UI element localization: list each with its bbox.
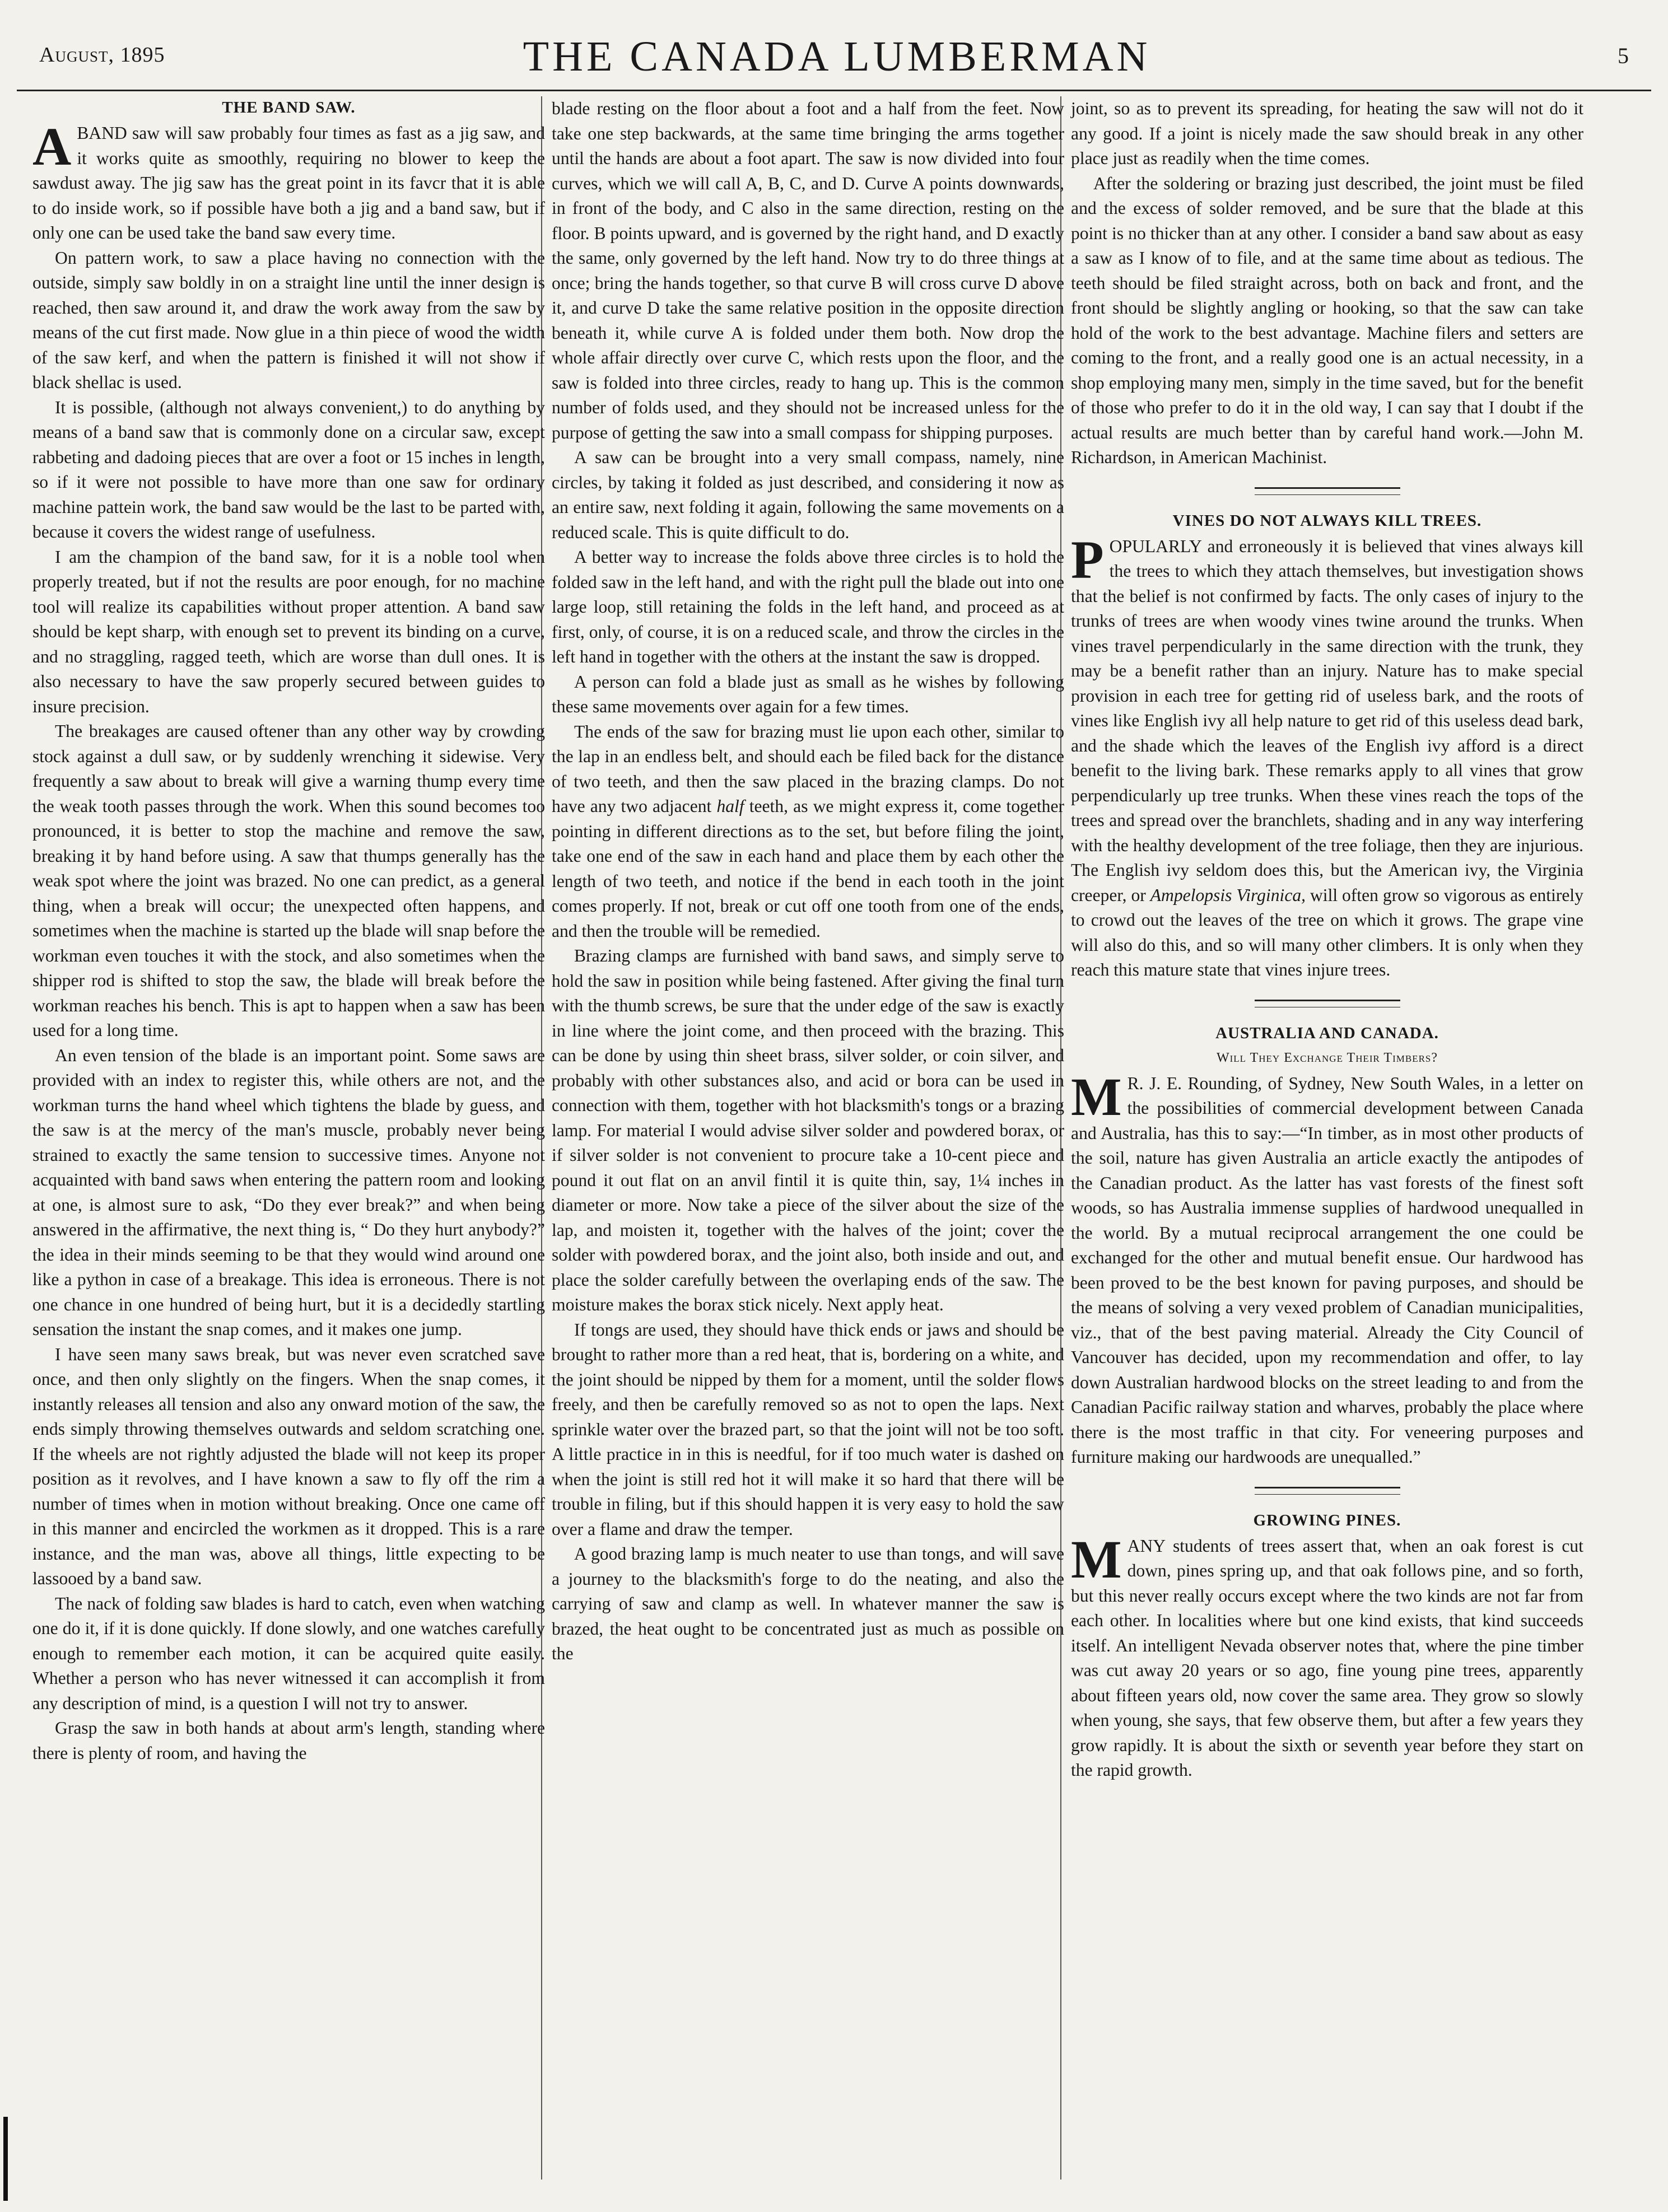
section-divider: [1255, 487, 1400, 495]
drop-cap: M: [1071, 1066, 1122, 1127]
article-paragraph: If tongs are used, they should have thick ends or jaws and should be brought to rather more than a red heat, that is, bordering on a white, and the joint should be nipped by them for a moment, until the solder flows freely, and then be carefully removed so as not to open the laps. Next sprinkle water over the brazed part, so that the joint will not be too soft. A little practice in in this is needful, for if too much water is dashed on when the joint is still red hot it will make it so hard that there will be trouble in filing, but if this should happen it is very easy to hold the saw over a flame and draw the temper.: [552, 1319, 1064, 1539]
page-number: 5: [1618, 43, 1629, 68]
column-3: [1071, 96, 1583, 1783]
article-paragraph: On pattern work, to saw a place having no connection with the outside, simply saw boldly in on a straight line until the inner design is reached, then saw around it, and draw the work away from the saw by means of the cut first made. Now glue in a thin piece of wood the width of the saw kerf, and when the pattern is finished it will not show if black shellac is used.: [32, 248, 545, 392]
article-paragraph: blade resting on the floor about a foot and a half from the feet. Now take one step backwards, at the same time bringing the arms together until the hands are about a foot apart. The saw is now divided into four curves, which we will call A, B, C, and D. Curve A points downwards, in front of the body, and C also in the same direction, resting on the floor. B points upward, and is governed by the right hand, and D exactly the same, only governed by the left hand. Now try to do three things at once; bring the hands together, so that curve B will cross curve D above it, and curve D take the same relative position in the opposite direction beneath it, while curve A is folded under them both. Now drop the whole affair directly over curve C, which rests upon the floor, and the saw is folded into three circles, ready to hang up. This is the common number of folds used, and they should not be increased unless for the purpose of getting the saw into a small compass for shipping purposes.: [552, 99, 1064, 442]
paragraph-text: ANY students of trees assert that, when an oak forest is cut down, pines spring up, and that oak follows pine, and so forth, but this never really occurs except where the two kinds are not far from each other. In localities where but one kind exists, that kind succeeds itself. An intelligent Nevada observer notes that, where the pine timber was cut away 20 years or so ago, fine young pine trees, apparently about fifteen years old, now cover the same area. They grow so slowly when young, she says, that few observe them, but after a few years they grow rapidly. It is about the sixth or seventh year before they start on the rapid growth.: [1071, 1536, 1583, 1780]
article-paragraph: A good brazing lamp is much neater to use than tongs, and will save a journey to the blacksmith's forge to do the neating, and also the carrying of saw and clamp as well. In whatever manner the saw is brazed, the heat ought to be concentrated just as much as possible on the: [552, 1544, 1064, 1663]
drop-cap: A: [32, 116, 72, 176]
paragraph-text: teeth, as we might express it, come together pointing in different directions as to the set, but before filing the joint, take one end of the saw in each hand and place them by each other the length of two teeth, and notice if the bend in each tooth in the joint comes properly. If not, break or cut off one tooth from one of the ends, and then the trouble will be remedied.: [552, 796, 1064, 941]
masthead: [39, 32, 1634, 83]
masthead-rule: [17, 90, 1651, 91]
newspaper-title: THE CANADA LUMBERMAN: [523, 33, 1151, 80]
article-paragraph: It is possible, (although not always convenient,) to do anything by means of a band saw that is commonly done on a circular saw, except rabbeting and dadoing pieces that are over a foot or 15 inches in length, so if it were not possible to have more than one saw for ordinary machine pattein work, the band saw would be the last to be parted with, because it covers the widest range of usefulness.: [32, 397, 545, 542]
article-paragraph: [32, 116, 545, 246]
column-1: [32, 96, 545, 1766]
article-paragraph: An even tension of the blade is an important point. Some saws are provided with an index to register this, while others are not, and the workman turns the hand wheel which tightens the blade by guess, and the saw is at the mercy of the man's muscle, probably never being strained to exactly the same tension to successive times. Anyone not acquainted with band saws when entering the pattern room and looking at one, is almost sure to ask, “Do they ever break?” and when being answered in the affirmative, the next thing is, “ Do they hurt anybody?” the idea in their minds seeming to be that they would wind around one like a python in case of a breakage. This idea is erroneous. There is not one chance in one hundred of being hurt, but it is a decidedly startling sensation the instant the snap comes, and it makes one jump.: [32, 1045, 545, 1339]
section-divider: [1255, 1487, 1400, 1495]
article-subheading: Will They Exchange Their Timbers?: [1216, 1050, 1438, 1065]
paragraph-text: OPULARLY and erroneously it is believed that vines always kill the trees to which they attach themselves, but investigation shows that the belief is not confirmed by facts. The only cases of injury to the trunks of trees are when woody vines twine around the trunks. When vines travel perpendicularly in the same direction with the trunk, they may be a benefit rather than an injury. Nature has to make special provision in each tree for getting rid of useless bark, and the roots of vines like English ivy all help nature to get rid of this useless dead bark, and the shade which the leaves of the English ivy afford is a direct benefit to the living bark. These remarks apply to all vines that grow perpendicularly up tree trunks. When these vines reach the tops of the trees and spread over the branchlets, shading and in any way interfering with the healthy development of the tree foliage, then they are injurious. The English ivy seldom does this, but the American ivy, the Virginia creeper, or: [1071, 536, 1583, 905]
paragraph-text: The ends of the saw for brazing must lie upon each other, similar to the lap in an endless belt, and should each be filed back for the distance of two teeth, and then the saw placed in the brazing clamps. Do not have any two adjacent: [552, 721, 1064, 816]
drop-cap: P: [1071, 529, 1104, 590]
article-paragraph: The nack of folding saw blades is hard to catch, even when watching one do it, if it is done quickly. If done slowly, and one watches carefully enough to remember each motion, it can be acquired quite easily. Whether a person who has never witnessed it can accomplish it from any description of mind, is a question I will not try to answer.: [32, 1593, 545, 1713]
article-paragraph: [1071, 1066, 1583, 1470]
paragraph-text: will often grow so vigorous as entirely to crowd out the leaves of the tree on which it grows. The grape vine will also do this, and so will many other climbers. It is only when they reach this mature state that vines injure trees.: [1071, 885, 1583, 979]
drop-cap: M: [1071, 1529, 1122, 1589]
article-paragraph: [1071, 529, 1583, 983]
article-paragraph: Brazing clamps are furnished with band saws, and simply serve to hold the saw in position while being fastened. After giving the final turn with the thumb screws, be sure that the under edge of the saw is exactly in line where the joint come, and then proceed with the brazing. This can be done by using thin sheet brass, silver solder, or coin silver, and probably with other substances also, and acid or bora can be used in connection with them, together with hot blacksmith's tongs or a brazing lamp. For material I would advise silver solder and powdered borax, or if silver solder is not convenient to procure take a 10-cent piece and pound it out flat on an anvil fintil it is quite thin, say, 1¼ inches in diameter or more. Now take a piece of the silver about the size of the lap, and moisten it, together with the halves of the joint; cover the solder with powdered borax, and the joint also, both inside and out, and place the solder carefully between the overlaping ends of the saw. The moisture makes the borax stick nicely. Next apply heat.: [552, 946, 1064, 1314]
italic-word: half: [716, 796, 744, 816]
article-paragraph: The breakages are caused oftener than any other way by crowding stock against a dull saw, or by suddenly wrenching it sidewise. Very frequently a saw about to break will give a warning thump every time the weak tooth passes through the work. When this sound becomes too pronounced, it is better to stop the machine and remove the saw, breaking it by hand before using. A saw that thumps generally has the weak spot where the joint was brazed. No one can predict, as a general thing, when a break will occur; the unexpected often happens, and sometimes when the machine is started up the blade will snap before the workman even touches it with the stock, and also sometimes when the shipper rod is shifted to stop the saw, the blade will break before the workman reaches his bench. This is apt to happen when a saw has been used for a long time.: [32, 721, 545, 1040]
italic-term: Ampelopsis Virginica,: [1150, 885, 1306, 905]
article-paragraph: [1071, 1529, 1583, 1783]
article-paragraph: Grasp the saw in both hands at about arm's length, standing where there is plenty of room, and having the: [32, 1718, 545, 1763]
paragraph-text: R. J. E. Rounding, of Sydney, New South Wales, in a letter on the possibilities of commercial development between Canada and Australia, has this to say:—“In timber, as in most other products of the soil, nature has given Australia an article exactly the antipodes of the Canadian product. As the latter has vast forests of the finest soft woods, so has Australia immense supplies of hardwood unequalled in the world. By a mutual reciprocal arrangement the one could be exchanged for the other and mutual benefit ensue. Our hardwood has been proved to be the best known for paving purposes, and should be the means of solving a very vexed problem of Canadian municipalities, viz., that of the best paving material. Already the City Council of Vancouver has decided, upon my recommendation and offer, to lay down Australian hardwood blocks on the street leading to and from the Canadian Pacific railway station and wharves, probably the place where there is the most traffic in that city. For veneering purposes and furniture making our hardwoods are unequalled.”: [1071, 1073, 1583, 1467]
issue-date: August, 1895: [39, 43, 165, 67]
article-paragraph: A saw can be brought into a very small compass, namely, nine circles, by taking it folded as just described, and considering it now as an entire saw, next folding it again, following the same movements on a reduced scale. This is quite difficult to do.: [552, 447, 1064, 542]
paragraph-text: BAND saw will saw probably four times as fast as a jig saw, and it works quite as smoothly, requiring no blower to keep the sawdust away. The jig saw has the great point in its favcr that it is able to do inside work, so if possible have both a jig and a band saw, but if only one can be used take the band saw every time.: [32, 123, 545, 242]
column-2: [552, 96, 1064, 1667]
article-heading-vines: VINES DO NOT ALWAYS KILL TREES.: [1172, 511, 1482, 530]
binding-mark: [3, 2117, 8, 2201]
article-paragraph: A better way to increase the folds above three circles is to hold the folded saw in the left hand, and with the right pull the blade out into one large loop, still retaining the folds in the left hand, and proceed as at first, only, of course, it is on a reduced scale, and throw the circles in the left hand in together with the others at the instant the saw is dropped.: [552, 547, 1064, 666]
article-heading-pines: GROWING PINES.: [1253, 1511, 1401, 1529]
article-heading-australia: AUSTRALIA AND CANADA.: [1215, 1024, 1439, 1042]
section-divider: [1255, 1000, 1400, 1007]
article-paragraph: After the soldering or brazing just described, the joint must be filed and the excess of solder removed, and be sure that the blade at this point is no thicker than at any other. I consider a band saw about as easy a saw as I know of to file, and at the same time about as tedious. The teeth should be filed straight across, both on back and front, and the front should be slightly angling or hooking, so that the saw can take hold of the work to the best advantage. Machine filers and setters are coming to the front, and a really good one is an actual necessity, in a shop employing many men, simply in the time saved, but for the benefit of those who prefer to do it in the old way, I can say that I doubt if the actual results are much better than by careful hand work.—John M. Richardson, in American Machinist.: [1071, 173, 1583, 467]
article-paragraph: I have seen many saws break, but was never even scratched save once, and then only slightly on the fingers. When the snap comes, it instantly releases all tension and also any onward motion of the saw, the ends simply throwing themselves outwards and seldom scratching one. If the wheels are not rightly adjusted the blade will not keep its proper position as it revolves, and I have known a saw to fly off the rim a number of times when in motion without breaking. Once one came off in this manner and encircled the workmen as it dropped. This is a rare instance, and the man was, above all things, little expecting to be lassooed by a band saw.: [32, 1344, 545, 1588]
article-heading-band-saw: THE BAND SAW.: [222, 99, 356, 116]
article-paragraph: [552, 720, 1064, 944]
article-paragraph: joint, so as to prevent its spreading, for heating the saw will not do it any good. If a joint is nicely made the saw should break in any other place just as readily when the time comes.: [1071, 99, 1583, 168]
article-paragraph: I am the champion of the band saw, for it is a noble tool when properly treated, but if not the results are poor enough, for no machine tool will realize its capabilities without proper attention. A band saw should be kept sharp, with enough set to prevent its binding on a curve, and no straggling, ragged teeth, which are worse than dull ones. It is also necessary to have the saw properly secured between guides to insure precision.: [32, 547, 545, 716]
article-paragraph: A person can fold a blade just as small as he wishes by following these same movements over again for a few times.: [552, 671, 1064, 716]
